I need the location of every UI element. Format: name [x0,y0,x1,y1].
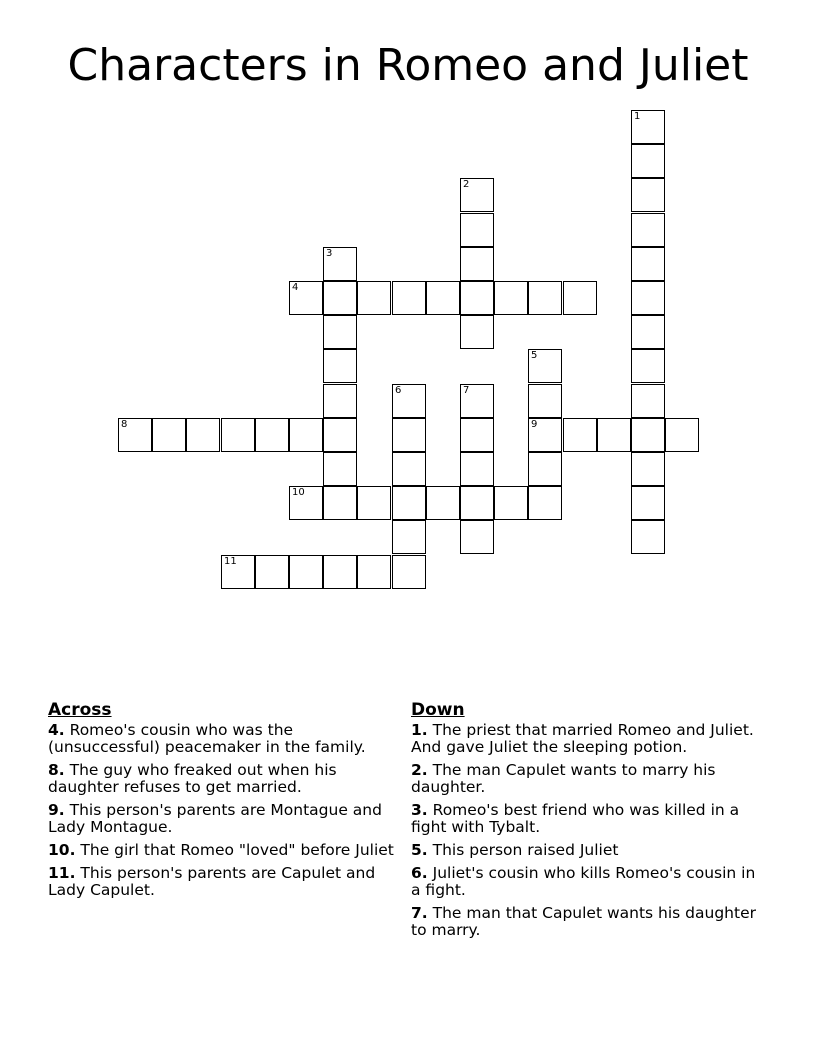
grid-cell[interactable] [392,281,426,315]
clue-number: 6. [411,864,428,882]
clue-text: The girl that Romeo "loved" before Juliet [80,841,394,859]
grid-cell[interactable] [460,384,494,418]
grid-cell[interactable] [255,418,289,452]
cell-number: 1 [634,111,641,122]
grid-cell[interactable] [460,247,494,281]
grid-cell[interactable] [631,486,665,520]
clue-text: This person's parents are Montague and Lady Montague. [48,801,382,836]
cell-number: 3 [326,248,333,259]
clue-text: The man that Capulet wants his daughter to marry. [411,904,756,939]
grid-cell[interactable] [494,486,528,520]
grid-cell[interactable] [323,418,357,452]
grid-cell[interactable] [460,213,494,247]
grid-cell[interactable] [392,452,426,486]
grid-cell[interactable] [152,418,186,452]
grid-cell[interactable] [392,486,426,520]
grid-cell[interactable] [460,486,494,520]
grid-cell[interactable] [323,452,357,486]
clue-down-6 [411,865,756,899]
grid-cell[interactable] [186,418,220,452]
clue-number: 11. [48,864,76,882]
clue-across-11 [48,865,403,899]
grid-cell[interactable] [528,486,562,520]
grid-cell[interactable] [631,349,665,383]
cell-number: 8 [121,419,128,430]
grid-cell[interactable] [323,315,357,349]
clue-down-2 [411,762,756,796]
grid-cell[interactable] [323,486,357,520]
grid-cell[interactable] [631,178,665,212]
grid-cell[interactable] [289,418,323,452]
grid-cell[interactable] [460,520,494,554]
grid-cell[interactable] [255,555,289,589]
clue-text: The priest that married Romeo and Juliet. And gave Juliet the sleeping potion. [411,721,754,756]
cell-number: 6 [395,385,402,396]
grid-cell[interactable] [563,281,597,315]
clue-text: Romeo's best friend who was killed in a fight with Tybalt. [411,801,740,836]
grid-cell[interactable] [631,213,665,247]
grid-cell[interactable] [528,418,562,452]
clue-number: 5. [411,841,428,859]
clue-text: Juliet's cousin who kills Romeo's cousin in a fight. [411,864,756,899]
grid-cell[interactable] [221,418,255,452]
grid-cell[interactable] [631,418,665,452]
across-clues [48,700,403,905]
clue-number: 7. [411,904,428,922]
clue-number: 2. [411,761,428,779]
clue-across-9 [48,802,403,836]
cell-number: 10 [292,487,305,498]
clue-number: 9. [48,801,65,819]
cell-number: 7 [463,385,470,396]
grid-cell[interactable] [563,418,597,452]
clue-number: 8. [48,761,65,779]
clue-down-5 [411,842,756,859]
grid-cell[interactable] [460,281,494,315]
clue-text: The man Capulet wants to marry his daughter. [411,761,716,796]
cell-number: 5 [531,350,538,361]
grid-cell[interactable] [289,281,323,315]
grid-cell[interactable] [460,178,494,212]
clue-across-8 [48,762,403,796]
grid-cell[interactable] [631,384,665,418]
grid-cell[interactable] [289,555,323,589]
cell-number: 11 [224,556,237,567]
grid-cell[interactable] [631,110,665,144]
clue-across-4 [48,722,403,756]
grid-cell[interactable] [631,452,665,486]
grid-cell[interactable] [392,418,426,452]
grid-cell[interactable] [357,486,391,520]
grid-cell[interactable] [528,452,562,486]
clue-text: Romeo's cousin who was the (unsuccessful) peacemaker in the family. [48,721,366,756]
clue-number: 1. [411,721,428,739]
grid-cell[interactable] [631,144,665,178]
cell-number: 2 [463,179,470,190]
grid-cell[interactable] [392,520,426,554]
grid-cell[interactable] [323,349,357,383]
clue-text: This person raised Juliet [432,841,619,859]
clue-number: 10. [48,841,76,859]
grid-cell[interactable] [460,452,494,486]
across-heading: Across [48,700,112,720]
grid-cell[interactable] [631,520,665,554]
down-clues [411,700,756,945]
clue-number: 3. [411,801,428,819]
clue-across-10 [48,842,403,859]
grid-cell[interactable] [426,281,460,315]
grid-cell[interactable] [528,384,562,418]
clue-text: This person's parents are Capulet and Lady Capulet. [48,864,376,899]
grid-cell[interactable] [323,555,357,589]
grid-cell[interactable] [323,281,357,315]
cell-number: 4 [292,282,299,293]
clue-down-1 [411,722,756,756]
clue-text: The guy who freaked out when his daughter refuses to get married. [48,761,337,796]
cell-number: 9 [531,419,538,430]
page-title: Characters in Romeo and Juliet [67,40,749,91]
grid-cell[interactable] [460,418,494,452]
grid-cell[interactable] [357,555,391,589]
grid-cell[interactable] [323,247,357,281]
clue-down-7 [411,905,756,939]
grid-cell[interactable] [460,315,494,349]
grid-cell[interactable] [392,555,426,589]
grid-cell[interactable] [426,486,460,520]
grid-cell[interactable] [357,281,391,315]
grid-cell[interactable] [631,315,665,349]
down-heading: Down [411,700,465,720]
grid-cell[interactable] [289,486,323,520]
clue-down-3 [411,802,756,836]
grid-cell[interactable] [597,418,631,452]
grid-cell[interactable] [528,281,562,315]
grid-cell[interactable] [221,555,255,589]
grid-cell[interactable] [631,247,665,281]
grid-cell[interactable] [631,281,665,315]
grid-cell[interactable] [118,418,152,452]
grid-cell[interactable] [494,281,528,315]
grid-cell[interactable] [665,418,699,452]
grid-cell[interactable] [323,384,357,418]
clue-number: 4. [48,721,65,739]
grid-cell[interactable] [528,349,562,383]
grid-cell[interactable] [392,384,426,418]
